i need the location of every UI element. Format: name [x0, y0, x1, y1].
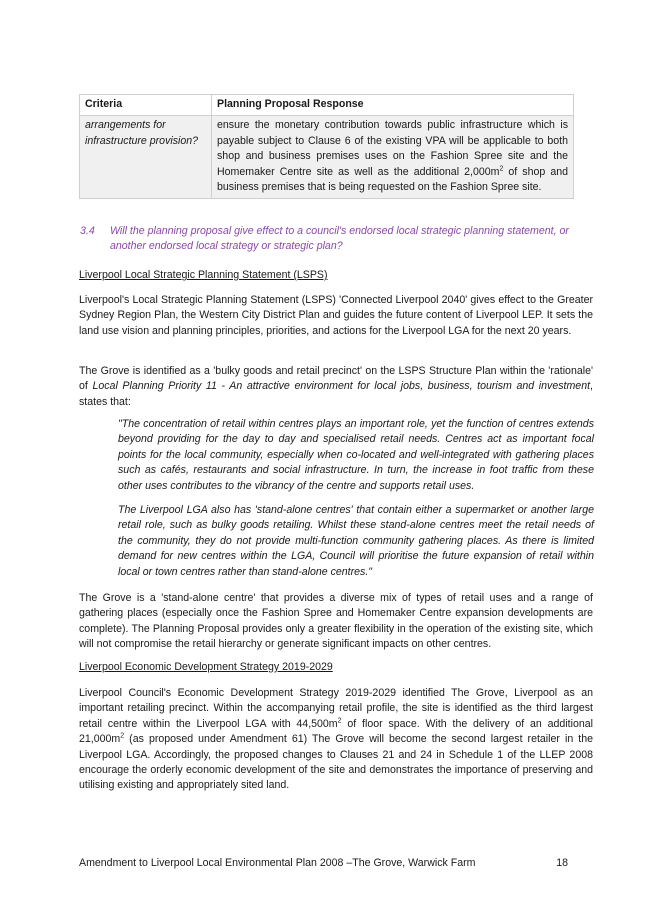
- page-footer: [79, 856, 574, 871]
- footer-title: Amendment to Liverpool Local Environmental Plan 2008 –The Grove, Warwick Farm: [79, 857, 476, 869]
- eds-text-c: (as proposed under Amendment 61) The Grove will become the second largest retailer in the Liverpool LGA. Accordingly, the proposed changes to Clauses 21 and 24 in Schedule 1 of the LLEP 2008 encourage the orderly economic development of the site and demonstrates the importance of preserving and utilising existing and appropriately sited land.: [79, 733, 593, 792]
- lsps-paragraph-2: [79, 364, 593, 410]
- criteria-header: Criteria: [80, 95, 212, 116]
- lsps-heading: Liverpool Local Strategic Planning Statement (LSPS): [79, 269, 328, 281]
- response-superscript: 2: [499, 165, 504, 173]
- eds-text-a: Liverpool Council's Economic Development Strategy 2019-2029 identified The Grove, Liverpool as an important retailing precinct. Within the accompanying retail profile, the site is identified as the third largest retail centre within the Liverpool LGA with 44,500m: [79, 687, 593, 730]
- eds-heading: Liverpool Economic Development Strategy 2019-2029: [79, 661, 333, 673]
- eds-text-b: of floor space. With the delivery of an additional 21,000m: [79, 717, 593, 746]
- page-number: 18: [556, 857, 568, 869]
- lsps-para2-text-b: , states that:: [79, 380, 593, 408]
- section-question: [80, 224, 590, 255]
- response-text-b: of shop and business premises that is being requested on the Fashion Spree site.: [217, 165, 568, 194]
- lsps-para2-text-a: The Grove is identified as a 'bulky goods and retail precinct' on the LSPS Structure Plan within the 'rationale' of: [79, 365, 593, 393]
- question-text: Will the planning proposal give effect to a council's endorsed local strategic planning statement, or another endorsed local strategy or strategic plan?: [110, 225, 569, 253]
- criteria-cell: arrangements for infrastructure provision?: [80, 116, 212, 199]
- response-header: Planning Proposal Response: [212, 95, 574, 116]
- lsps-quote-1: "The concentration of retail within centres plays an important role, yet the function of centres extends beyond providing for the day to day and specialised retail needs. Centres act as important focal points for the local community, especially when co-located and well-integrated with gathering places such as cafés, restaurants and social infrastructure. In turn, the increase in foot traffic from these other uses contributes to the vibrancy of the centre and supports retail uses.: [118, 418, 594, 492]
- lsps-paragraph-1: Liverpool's Local Strategic Planning Statement (LSPS) 'Connected Liverpool 2040' gives effect to the Greater Sydney Region Plan, the Western City District Plan and guides the future content of Liverpool LEP. It sets the land use vision and planning principles, priorities, and actions for the Liverpool LGA for the next 20 years.: [79, 294, 593, 337]
- lsps-para2-priority: Local Planning Priority 11 - An attractive environment for local jobs, business, tourism and investment: [92, 380, 591, 393]
- criteria-table: [79, 94, 574, 199]
- response-text-a: ensure the monetary contribution towards public infrastructure which is payable subject to Clause 6 of the existing VPA will be applicable to both shop and business premises uses on the Fashion Spree site and the Homemaker Centre site as well as the additional 2,000m: [217, 119, 568, 178]
- question-number: 3.4: [80, 225, 95, 237]
- lsps-quote-2: The Liverpool LGA also has 'stand-alone centres' that contain either a supermarket or another large retail role, such as bulky goods retailing. Whilst these stand-alone centres meet the retail needs of the community, they do not provide multi-function community gathering places. As there is limited demand for new centres within the LGA, Council will prioritise the future expansion of retail within local or town centres rather than stand-alone centres.": [118, 504, 594, 578]
- eds-paragraph: [79, 686, 593, 794]
- response-cell: [212, 116, 574, 199]
- table-header-row: [80, 95, 574, 116]
- table-row: [80, 116, 574, 199]
- eds-superscript-2: 2: [120, 732, 125, 740]
- lsps-paragraph-3: The Grove is a 'stand-alone centre' that provides a diverse mix of types of retail uses and a range of gathering places (especially once the Fashion Spree and Homemaker Centre expansion developments are complete). The Planning Proposal provides only a greater flexibility in the operation of the existing site, which will not compromise the retail hierarchy or generate significant impacts on other centres.: [79, 592, 593, 651]
- eds-superscript-1: 2: [337, 717, 342, 725]
